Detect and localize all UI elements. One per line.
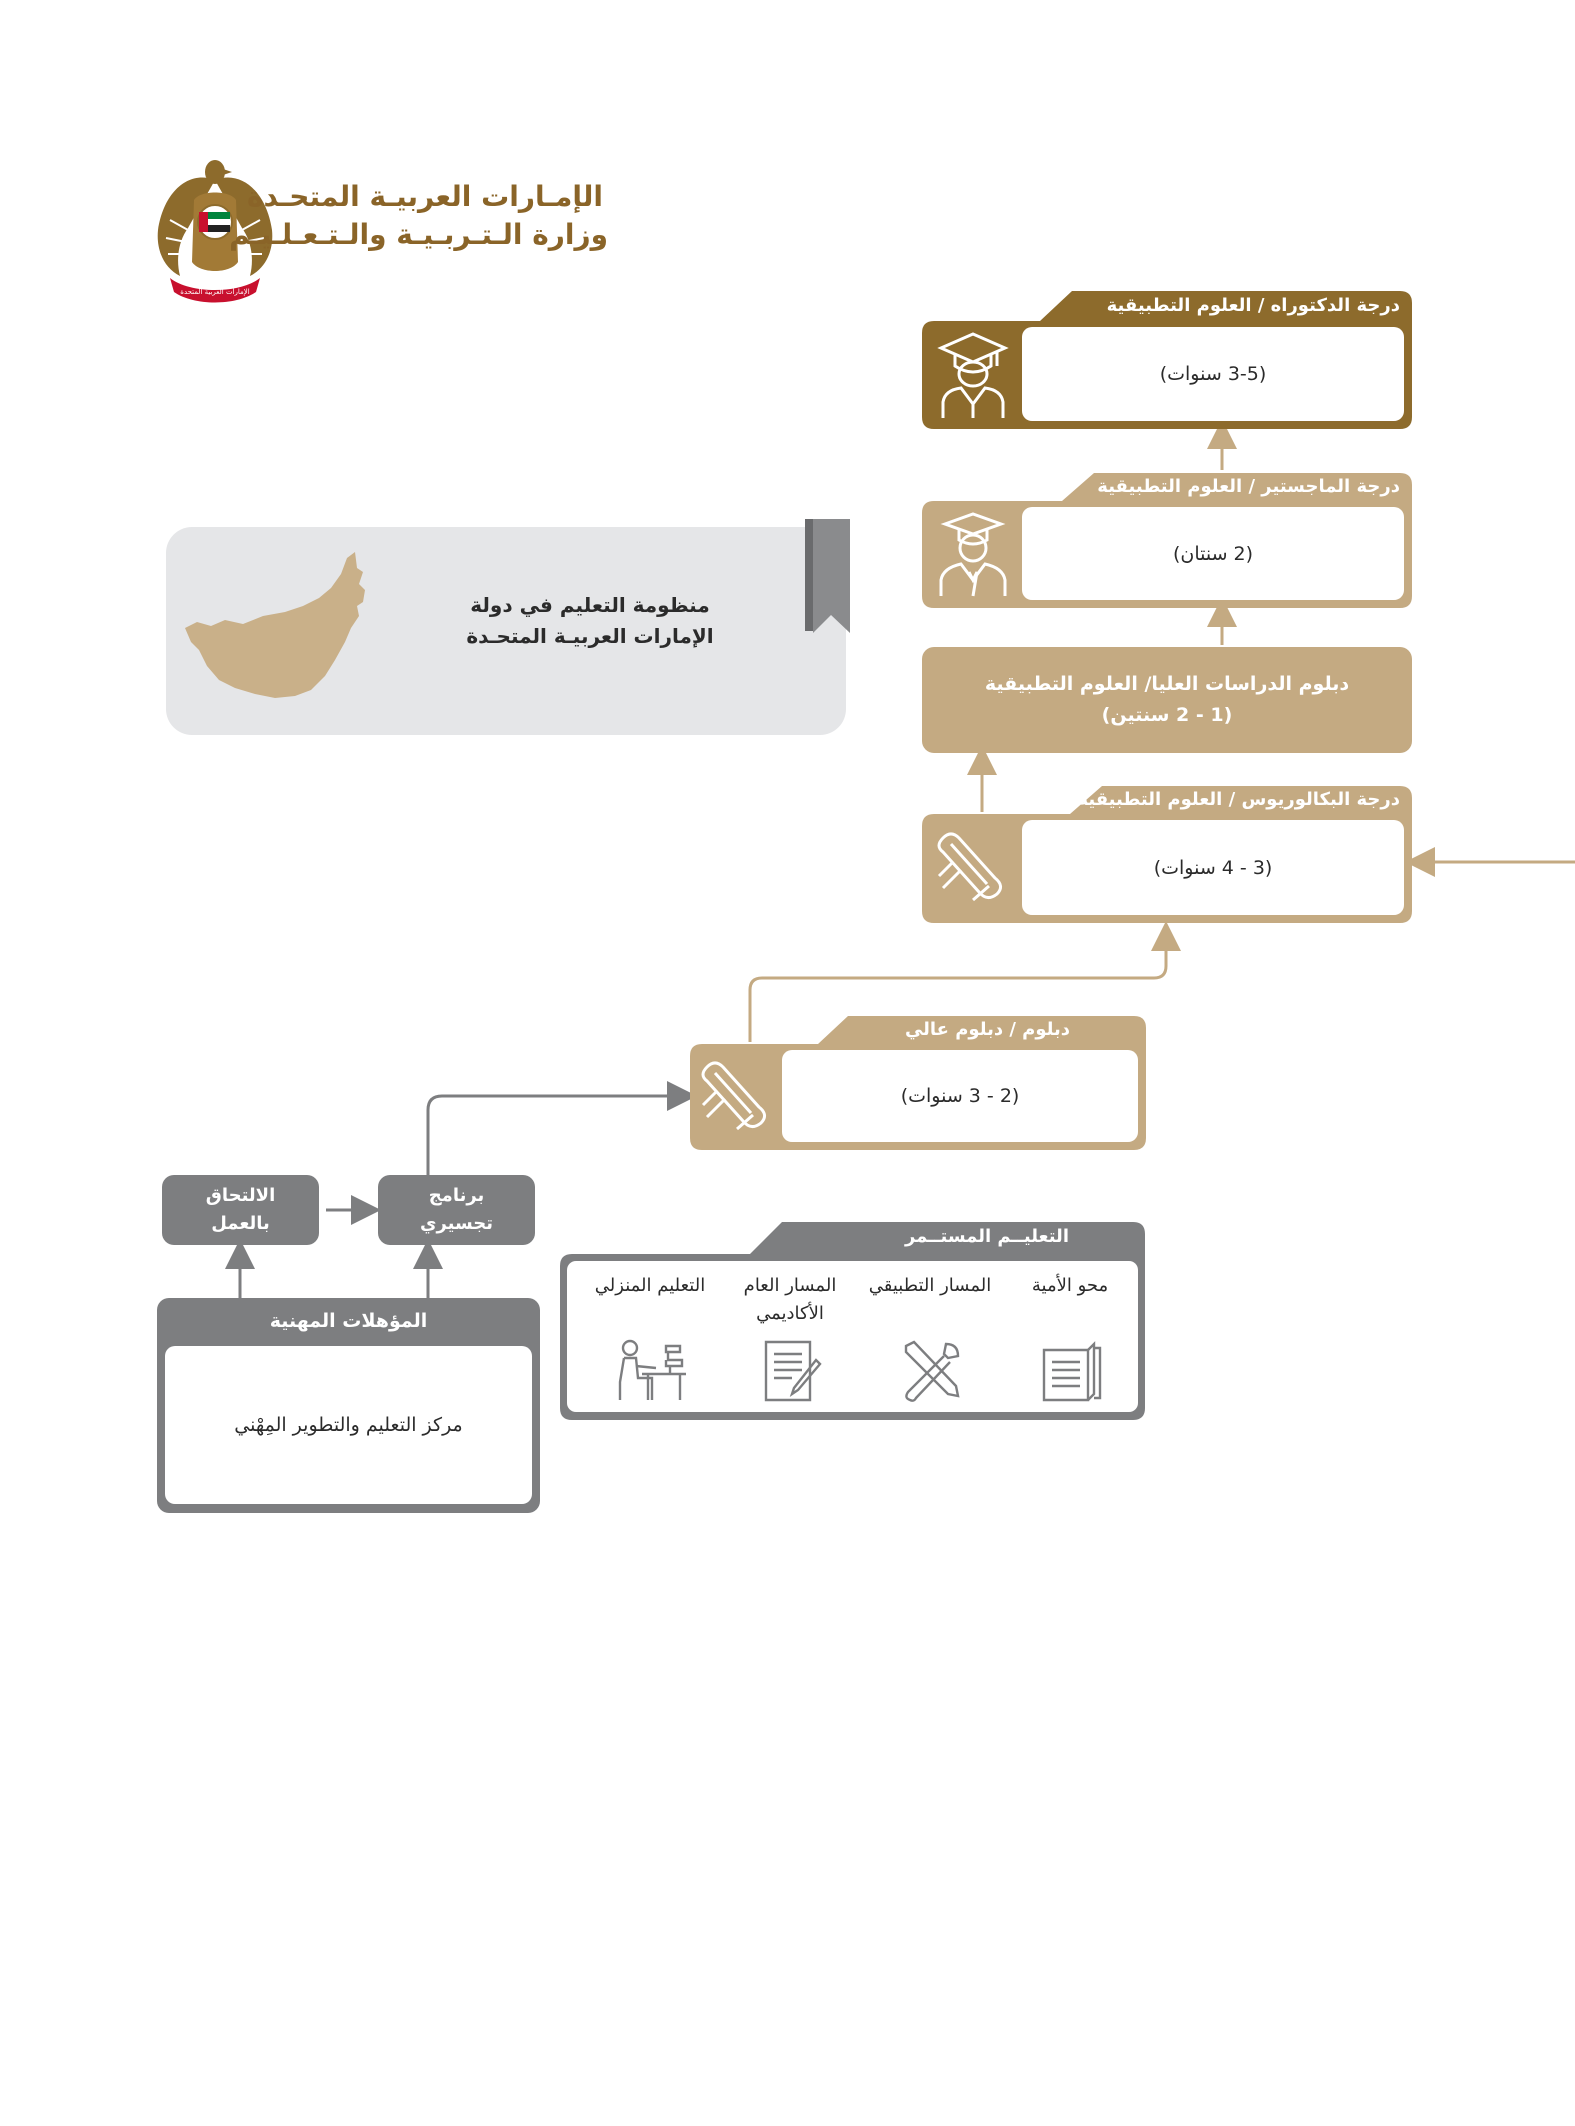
continuing-education-box <box>560 1222 1145 1420</box>
continuing-education-title: التعليــم المستــمر <box>904 1226 1069 1247</box>
emblem-banner-text: الإمارات العربية المتحدة <box>180 288 250 296</box>
work-entry-box <box>162 1175 319 1245</box>
doctorate-stage <box>922 291 1412 429</box>
bachelor-title: درجة البكالوريوس / العلوم التطبيقية <box>1077 789 1400 810</box>
continuing-item-applied-label <box>860 1272 1000 1300</box>
ministry-name: وزارة الـتـربـيـة والـتـعـلـيـم <box>229 218 608 251</box>
literacy-label: محو الأمية <box>1031 1275 1109 1296</box>
doctorate-title: درجة الدكتوراه / العلوم التطبيقية <box>1106 295 1400 316</box>
vocational-qualifications-box <box>157 1298 540 1513</box>
masters-title: درجة الماجستير / العلوم التطبيقية <box>1097 476 1400 497</box>
masters-duration: (2 سنتان) <box>1022 507 1404 600</box>
work-entry-line1: الالتحاق <box>205 1185 276 1206</box>
postgrad-diploma-title: دبلوم الدراسات العليا/ العلوم التطبيقية <box>984 673 1350 695</box>
applied-track-label: المسار التطبيقي <box>868 1275 992 1296</box>
vocational-qualifications-title: المؤهلات المهنية <box>269 1310 428 1332</box>
bridge-program-line1: برنامج <box>428 1185 485 1206</box>
continuing-item-literacy-label <box>1005 1272 1135 1300</box>
postgrad-diploma-stage <box>922 647 1412 753</box>
bookmark-ribbon-icon <box>805 519 850 635</box>
continuing-item-homeschool-label <box>580 1272 720 1300</box>
graduate-cap-icon <box>928 325 1018 425</box>
vocational-center-text: مركز التعليم والتطوير المِهْني <box>165 1346 532 1504</box>
masters-stage <box>922 473 1412 608</box>
work-entry-line2: بالعمل <box>211 1213 270 1234</box>
info-title-line2: الإمارات العربيـة المتحـدة <box>466 624 714 648</box>
bachelor-duration: (3 - 4 سنوات) <box>1022 820 1404 915</box>
uae-map-icon <box>185 550 375 700</box>
continuing-item-academic-label <box>720 1272 860 1328</box>
diploma-stage <box>690 1016 1146 1150</box>
diploma-title: دبلوم / دبلوم عالي <box>904 1019 1070 1040</box>
postgrad-diploma-duration: (1 - 2 سنتين) <box>1101 704 1233 726</box>
diploma-scroll-icon <box>928 818 1018 918</box>
bridge-program-line2: تجسيري <box>419 1213 494 1234</box>
academic-track-label-line2: الأكاديمي <box>756 1303 824 1324</box>
postgrad-diploma-text <box>922 669 1412 731</box>
graduate-icon <box>928 505 1018 603</box>
book-icon <box>1038 1338 1104 1404</box>
doctorate-duration: (3-5 سنوات) <box>1022 327 1404 421</box>
bridge-program-box <box>378 1175 535 1245</box>
diploma-duration: (2 - 3 سنوات) <box>782 1050 1138 1142</box>
info-title <box>440 590 740 652</box>
desk-study-icon <box>612 1338 688 1404</box>
bachelor-stage <box>922 786 1412 923</box>
tools-icon <box>898 1338 964 1404</box>
academic-track-label-line1: المسار العام <box>743 1275 837 1296</box>
arrow-bridge-to-diploma <box>428 1096 682 1175</box>
homeschool-label: التعليم المنزلي <box>594 1275 706 1296</box>
document-pen-icon <box>760 1338 826 1404</box>
country-name: الإمـارات العربيـة المتحـدة <box>247 180 603 213</box>
diploma-scroll-icon <box>694 1048 780 1146</box>
info-title-line1: منظومة التعليم في دولة <box>470 593 710 617</box>
